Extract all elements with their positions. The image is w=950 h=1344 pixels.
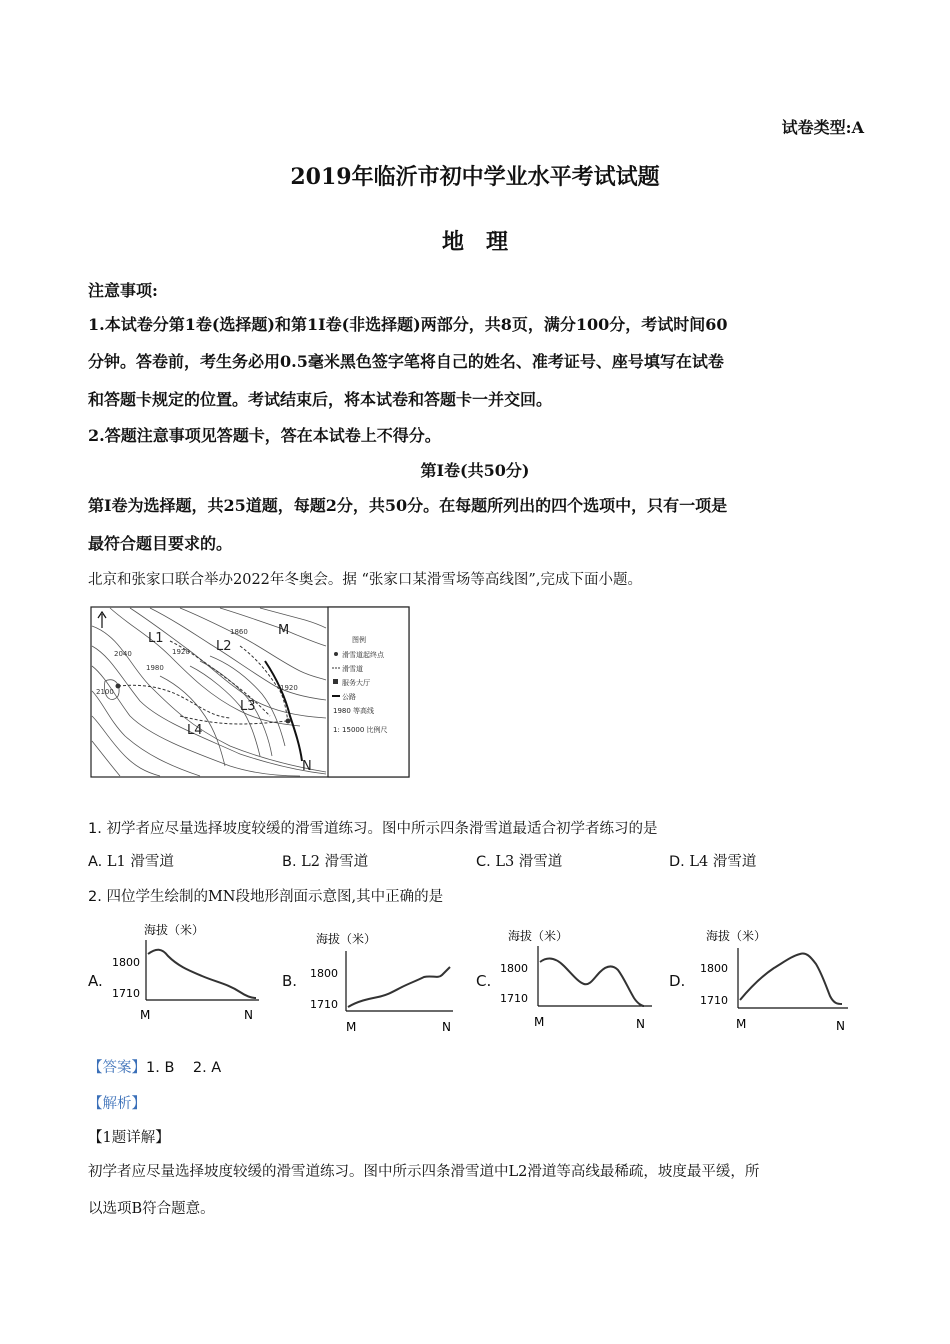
svg-text:2040: 2040	[114, 650, 132, 658]
svg-text:1920: 1920	[172, 648, 190, 656]
q1-option-b[interactable]	[282, 850, 368, 871]
answer-label: 【答案】	[88, 1060, 146, 1076]
profile-c-ylabel: 海拔（米）	[508, 929, 569, 943]
profile-a-x-end: N	[244, 1008, 253, 1022]
q2-number: 2.	[88, 889, 102, 905]
svg-text:服务大厅: 服务大厅	[342, 679, 370, 687]
analysis-line-2: 以选项B符合题意。	[88, 1201, 215, 1217]
profile-b-chart	[298, 925, 458, 1035]
svg-text:滑雪道: 滑雪道	[342, 665, 363, 673]
section-intro-1: 第Ⅰ卷为选择题，共25道题，每题2分，共50分。在每题所列出的四个选项中，只有一项是	[88, 496, 728, 515]
q1-option-d[interactable]	[669, 850, 756, 871]
profile-d-ylabel: 海拔（米）	[706, 929, 767, 943]
profile-a-ylabel: 海拔（米）	[144, 923, 205, 937]
svg-text:1920: 1920	[280, 684, 298, 692]
profile-d-x-end: N	[836, 1019, 845, 1032]
notice-line-1: 1.本试卷分第1卷(选择题)和第1I卷(非选择题)两部分，共8页，满分100分，考试时间60	[88, 315, 728, 334]
svg-text:1: 15000 比例尺: 1: 15000 比例尺	[333, 726, 388, 734]
q2-stem-text: 四位学生绘制的MN段地形剖面示意图,其中正确的是	[106, 889, 444, 905]
profile-a-y-high: 1800	[112, 956, 140, 969]
q1-option-a-text: L1 滑雪道	[106, 854, 174, 870]
notice-line-3: 和答题卡规定的位置。考试结束后，将本试卷和答题卡一并交回。	[88, 390, 553, 409]
q1-number: 1.	[88, 821, 102, 837]
profile-d-y-high: 1800	[700, 962, 728, 975]
profile-d-chart	[688, 922, 858, 1032]
profile-b-ylabel: 海拔（米）	[316, 932, 377, 946]
passage: 北京和张家口联合举办2022年冬奥会。据 “张家口某滑雪场等高线图”,完成下面小题。	[88, 572, 642, 588]
q1-stem	[88, 817, 657, 838]
q1-option-b-key: B.	[282, 854, 297, 870]
svg-text:N: N	[302, 759, 312, 774]
profile-d-x-start: M	[736, 1017, 747, 1031]
svg-text:L2: L2	[216, 639, 232, 654]
answer-line	[88, 1056, 221, 1077]
profile-c-x-start: M	[534, 1015, 545, 1029]
profile-c-y-low: 1710	[500, 992, 528, 1005]
notice-line-2: 分钟。答卷前，考生务必用0.5毫米黑色签字笔将自己的姓名、准考证号、座号填写在试卷	[88, 352, 724, 371]
profile-c-x-end: N	[636, 1017, 645, 1031]
section-intro-2: 最符合题目要求的。	[88, 534, 233, 553]
analysis-label: 【解析】	[88, 1096, 146, 1112]
q1-option-a[interactable]	[88, 850, 174, 871]
profile-a-chart	[104, 918, 264, 1028]
profile-b-x-start: M	[346, 1020, 357, 1034]
profile-b-key[interactable]: B.	[282, 972, 298, 990]
profile-b-y-high: 1800	[310, 967, 338, 980]
q1-option-d-text: L4 滑雪道	[689, 854, 757, 870]
analysis-detail-label: 【1题详解】	[88, 1130, 170, 1146]
exam-title: 2019年临沂市初中学业水平考试试题	[290, 164, 660, 190]
svg-text:滑雪道起终点: 滑雪道起终点	[342, 651, 384, 659]
contour-map	[90, 606, 410, 778]
profile-a-y-low: 1710	[112, 987, 140, 1000]
svg-text:L4: L4	[187, 723, 203, 738]
profile-a-x-start: M	[140, 1008, 151, 1022]
profile-d-key[interactable]: D.	[669, 972, 686, 990]
answer-2: 2. A	[192, 1060, 222, 1076]
profile-c-y-high: 1800	[500, 962, 528, 975]
svg-text:2100: 2100	[96, 688, 114, 696]
q1-option-c-text: L3 滑雪道	[495, 854, 563, 870]
svg-text:L3: L3	[240, 699, 256, 714]
svg-text:L1: L1	[148, 631, 164, 646]
svg-text:M: M	[278, 623, 290, 638]
q1-option-c[interactable]	[476, 850, 562, 871]
svg-text:1860: 1860	[230, 628, 248, 636]
q2-stem	[88, 885, 443, 906]
notice-heading: 注意事项:	[88, 281, 158, 300]
svg-text:公路: 公路	[342, 693, 356, 701]
section-title: 第Ⅰ卷(共50分)	[420, 461, 530, 480]
answer-1: 1. B	[146, 1060, 175, 1076]
profile-b-x-end: N	[442, 1020, 451, 1034]
analysis-line-1: 初学者应尽量选择坡度较缓的滑雪道练习。图中所示四条滑雪道中L2滑道等高线最稀疏，坡度最平缓，所	[88, 1164, 760, 1180]
svg-text:图例: 图例	[352, 636, 366, 644]
q1-option-a-key: A.	[88, 854, 103, 870]
profile-a-key[interactable]: A.	[88, 972, 103, 990]
profile-c-chart	[494, 922, 664, 1032]
svg-text:1980: 1980	[146, 664, 164, 672]
notice-line-4: 2.答题注意事项见答题卡，答在本试卷上不得分。	[88, 426, 441, 445]
q1-stem-text: 初学者应尽量选择坡度较缓的滑雪道练习。图中所示四条滑雪道最适合初学者练习的是	[106, 821, 658, 837]
svg-text:1980 等高线: 1980 等高线	[333, 707, 375, 715]
profile-c-key[interactable]: C.	[476, 972, 492, 990]
q1-option-d-key: D.	[669, 854, 685, 870]
paper-type: 试卷类型:A	[781, 118, 864, 137]
subject-title: 地 理	[441, 229, 508, 255]
profile-d-y-low: 1710	[700, 994, 728, 1007]
q1-option-b-text: L2 滑雪道	[301, 854, 369, 870]
q1-option-c-key: C.	[476, 854, 491, 870]
profile-b-y-low: 1710	[310, 998, 338, 1011]
